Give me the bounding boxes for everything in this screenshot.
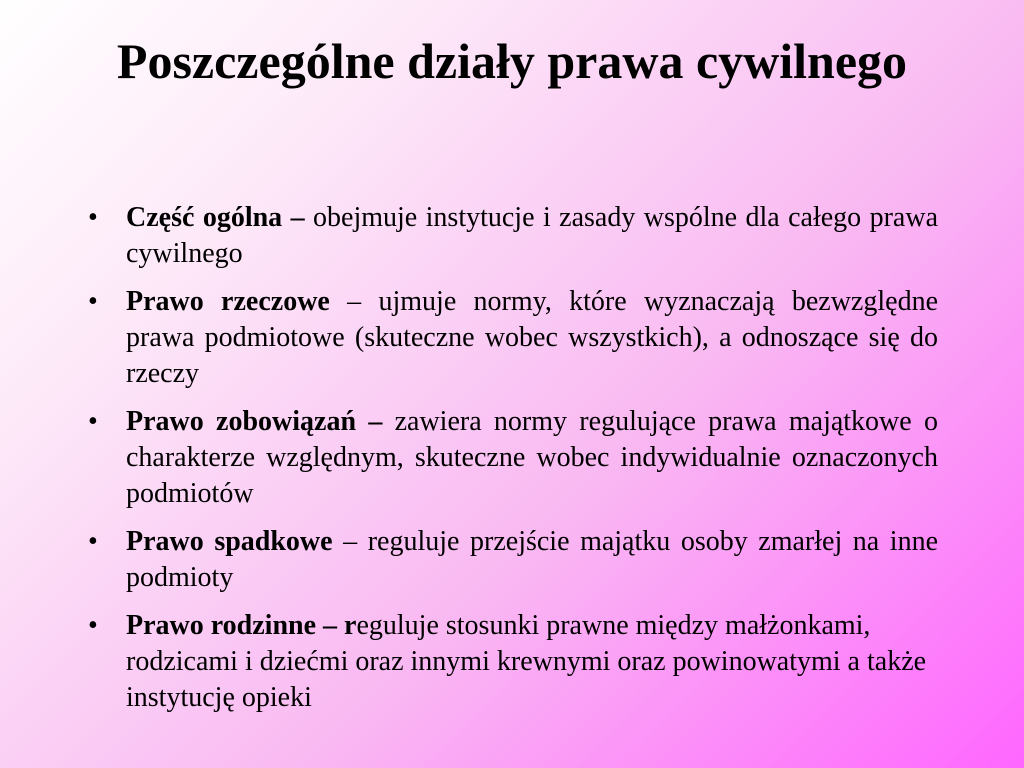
bullet-term: Prawo spadkowe	[126, 526, 333, 557]
bullet-text: – reguluje przejście majątku osoby zmarłej na inne podmioty	[126, 526, 938, 593]
slide-title: Poszczególne działy prawa cywilnego	[116, 33, 908, 89]
bullet-text: obejmuje instytucje i zasady wspólne dla całego prawa cywilnego	[126, 202, 938, 269]
bullet-icon: •	[88, 526, 98, 557]
bullet-term: Prawo zobowiązań –	[126, 406, 383, 437]
bullet-list	[88, 200, 938, 728]
bullet-term: Prawo rzeczowe	[126, 286, 330, 317]
bullet-icon: •	[88, 202, 98, 233]
bullet-icon: •	[88, 406, 98, 437]
bullet-term: Prawo rodzinne – r	[126, 610, 357, 641]
bullet-item-prawo-zobowiazan	[88, 404, 938, 512]
bullet-text: eguluje stosunki prawne między małżonkami, rodzicami i dziećmi oraz innymi krewnymi oraz powinowatymi a także instytucję opieki	[126, 610, 927, 713]
bullet-item-prawo-rzeczowe	[88, 284, 938, 392]
bullet-term: Część ogólna –	[126, 202, 305, 233]
bullet-icon: •	[88, 610, 98, 641]
bullet-icon: •	[88, 286, 98, 317]
bullet-text: – ujmuje normy, które wyznaczają bezwzględne prawa podmiotowe (skuteczne wobec wszystkich), a odnoszące się do rzeczy	[126, 286, 938, 389]
bullet-item-prawo-spadkowe	[88, 524, 938, 596]
bullet-text: zawiera normy regulujące prawa majątkowe o charakterze względnym, skuteczne wobec indywidualnie oznaczonych podmiotów	[126, 406, 938, 509]
bullet-item-czesc-ogolna	[88, 200, 938, 272]
bullet-item-prawo-rodzinne	[88, 608, 938, 716]
